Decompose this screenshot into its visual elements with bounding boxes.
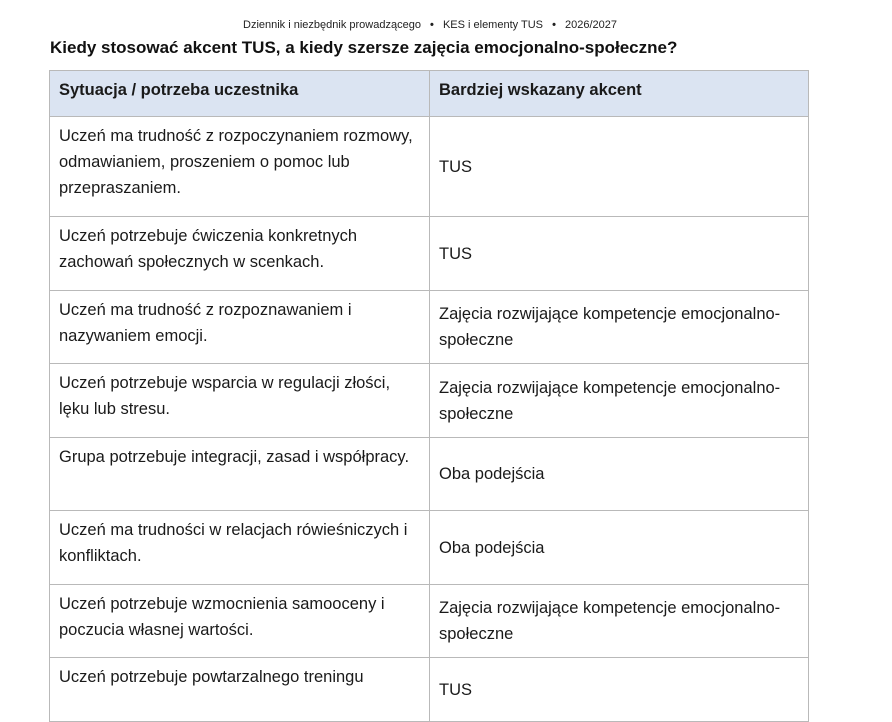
table-row <box>50 511 809 585</box>
page-title: Kiedy stosować akcent TUS, a kiedy szersze zajęcia emocjonalno-społeczne? <box>50 38 678 57</box>
column-header-situation: Sytuacja / potrzeba uczestnika <box>50 71 430 117</box>
header-journal-title: Dziennik i niezbędnik prowadzącego <box>243 19 421 31</box>
table-row <box>50 117 809 217</box>
running-header <box>0 19 860 31</box>
accent-cell: TUS <box>430 217 809 291</box>
header-section: KES i elementy TUS <box>442 19 543 31</box>
situation-cell: Uczeń potrzebuje ćwiczenia konkretnych zachowań społecznych w scenkach. <box>50 217 430 291</box>
comparison-table <box>49 70 809 722</box>
accent-cell: TUS <box>430 658 809 722</box>
accent-cell: TUS <box>430 117 809 217</box>
situation-cell: Uczeń potrzebuje wzmocnienia samooceny i poczucia własnej wartości. <box>50 585 430 658</box>
situation-cell: Uczeń ma trudność z rozpoznawaniem i nazywaniem emocji. <box>50 291 430 364</box>
situation-cell: Uczeń ma trudności w relacjach rówieśniczych i konfliktach. <box>50 511 430 585</box>
header-separator: • <box>552 19 556 31</box>
table-row <box>50 364 809 438</box>
header-school-year: 2026/2027 <box>564 19 617 31</box>
table-row <box>50 658 809 722</box>
situation-cell: Uczeń potrzebuje powtarzalnego treningu <box>50 658 430 722</box>
table-row <box>50 585 809 658</box>
situation-cell: Uczeń potrzebuje wsparcia w regulacji złości, lęku lub stresu. <box>50 364 430 438</box>
accent-cell: Zajęcia rozwijające kompetencje emocjonalno-społeczne <box>430 585 809 658</box>
accent-cell: Zajęcia rozwijające kompetencje emocjonalno-społeczne <box>430 364 809 438</box>
accent-cell: Oba podejścia <box>430 438 809 511</box>
table-row <box>50 438 809 511</box>
table-header-row <box>50 71 809 117</box>
table-row <box>50 217 809 291</box>
table-row <box>50 291 809 364</box>
situation-cell: Uczeń ma trudność z rozpoczynaniem rozmowy, odmawianiem, proszeniem o pomoc lub przepraszaniem. <box>50 117 430 217</box>
header-separator: • <box>430 19 434 31</box>
situation-cell: Grupa potrzebuje integracji, zasad i współpracy. <box>50 438 430 511</box>
accent-cell: Oba podejścia <box>430 511 809 585</box>
accent-cell: Zajęcia rozwijające kompetencje emocjonalno-społeczne <box>430 291 809 364</box>
column-header-accent: Bardziej wskazany akcent <box>430 71 809 117</box>
